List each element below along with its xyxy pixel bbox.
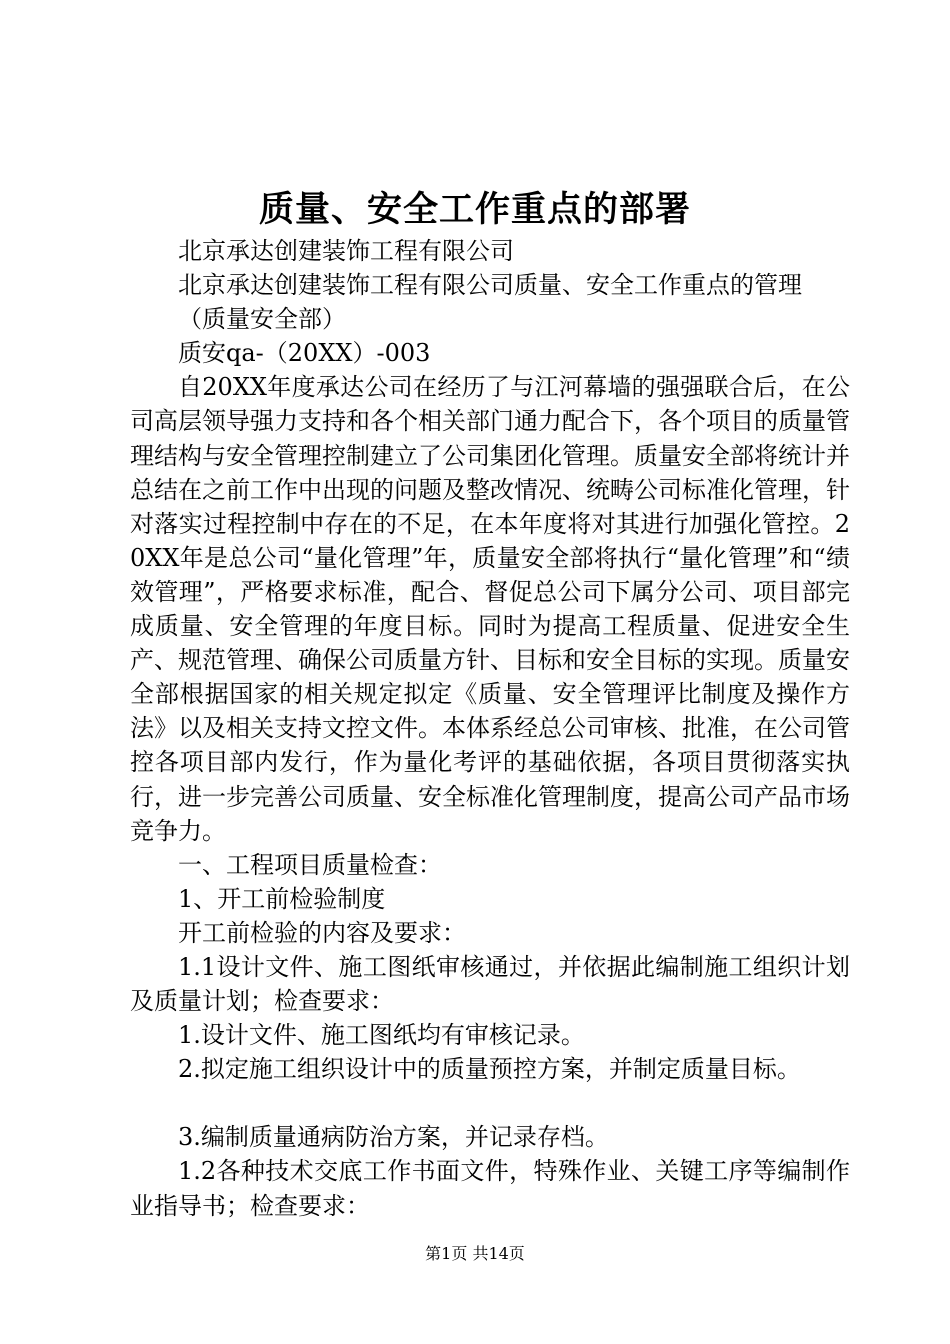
- paragraph-requirement-3: 3.编制质量通病防治方案，并记录存档。: [178, 1123, 609, 1152]
- subsection-heading-pre-start: 1、开工前检验制度: [178, 884, 386, 913]
- paragraph-requirement-1: 1.设计文件、施工图纸均有审核记录。: [178, 1021, 585, 1050]
- paragraph-intro: 自20XX年度承达公司在经历了与江河幕墙的强强联合后，在公司高层领导强力支持和各个相关部门通力配合下，各个项目的质量管理结构与安全管理控制建立了公司集团化管理。质量安全部将统计并总结在之前工作中出现的问题及整改情况、统畴公司标准化管理，针对落实过程控制中存在的不足，在本年度将对其进行加强化管控。20XX年是总公司“量化管理”年，质量安全部将执行“量化管理”和“绩效管理”，严格要求标准，配合、督促总公司下属分公司、项目部完成质量、安全管理的年度目标。同时为提高工程质量、促进安全生产、规范管理、确保公司质量方针、目标和安全目标的实现。质量安全部根据国家的相关规定拟定《质量、安全管理评比制度及操作方法》以及相关支持文控文件。本体系经总公司审核、批准，在公司管控各项目部内发行，作为量化考评的基础依据，各项目贯彻落实执行，进一步完善公司质量、安全标准化管理制度，提高公司产品市场竞争力。: [130, 373, 850, 845]
- page-number: 第1页 共14页: [425, 1244, 525, 1263]
- paragraph-department: （质量安全部）: [178, 305, 346, 334]
- blank-line: [130, 1086, 850, 1120]
- document-title: 质量、安全工作重点的部署: [258, 189, 691, 230]
- paragraph-requirement-2: 2.拟定施工组织设计中的质量预控方案，并制定质量目标。: [178, 1055, 801, 1084]
- section-heading-quality-check: 一、工程项目质量检查：: [178, 850, 442, 879]
- paragraph-item-1-2: 1.2各种技术交底工作书面文件，特殊作业、关键工序等编制作业指导书；检查要求：: [130, 1157, 850, 1220]
- document-body: [130, 234, 850, 1223]
- paragraph-doc-number: 质安qa-（20XX）-003: [178, 339, 431, 368]
- paragraph-pre-start-content: 开工前检验的内容及要求：: [178, 918, 466, 947]
- paragraph-company: 北京承达创建装饰工程有限公司: [178, 237, 514, 265]
- paragraph-subject: 北京承达创建装饰工程有限公司质量、安全工作重点的管理: [178, 271, 802, 300]
- paragraph-item-1-1: 1.1设计文件、施工图纸审核通过，并依据此编制施工组织计划及质量计划；检查要求：: [130, 952, 850, 1016]
